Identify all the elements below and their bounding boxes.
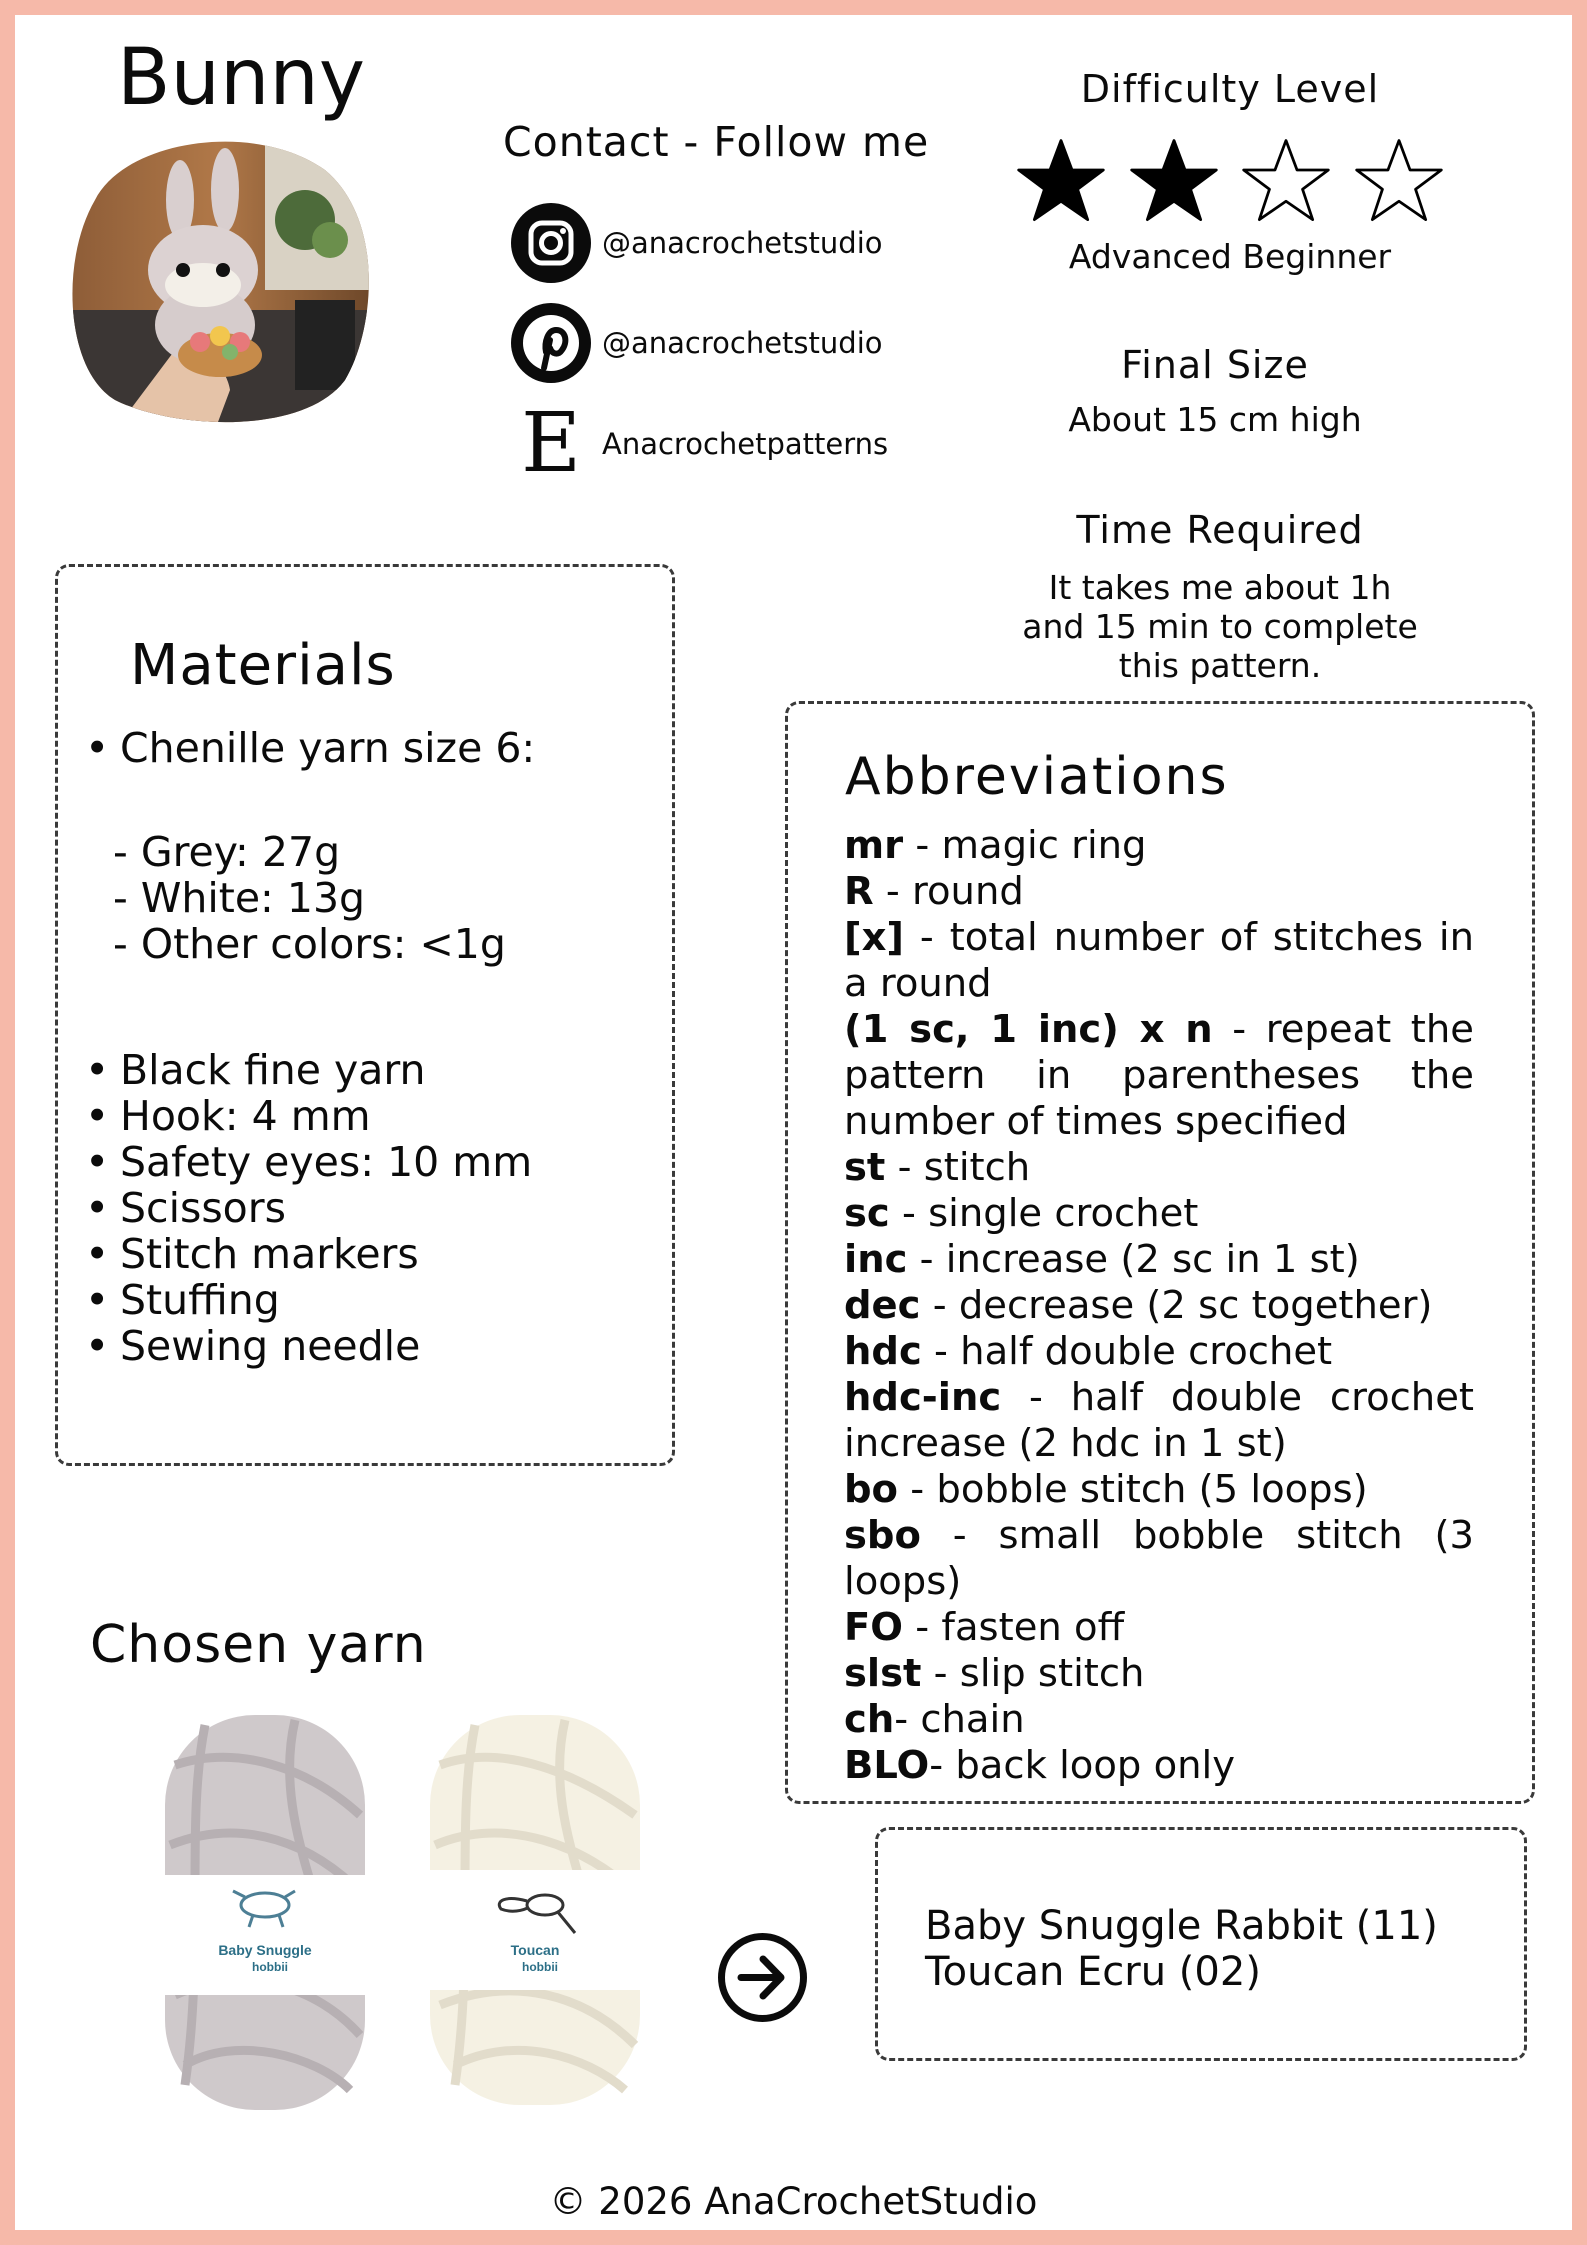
materials-item: • Scissors — [85, 1185, 535, 1231]
difficulty-label: Advanced Beginner — [1068, 237, 1392, 276]
page-title: Bunny — [117, 33, 365, 123]
copyright-footer: © 2026 AnaCrochetStudio — [549, 2180, 1038, 2223]
abbr-desc: - fasten off — [903, 1605, 1125, 1650]
time-required-text — [1005, 568, 1435, 685]
abbreviation-item — [844, 1651, 1474, 1697]
abbr-term: R — [844, 869, 874, 914]
time-line: this pattern. — [1118, 646, 1322, 685]
materials-item: • Sewing needle — [85, 1323, 535, 1369]
pattern-page — [15, 15, 1572, 2230]
yarn-label: Baby Snuggle — [218, 1942, 312, 1958]
abbreviation-item — [844, 1467, 1474, 1513]
etsy-handle: Anacrochetpatterns — [602, 427, 889, 461]
abbreviation-item — [844, 1513, 1474, 1605]
yarn-skeins-image — [145, 1705, 665, 2119]
abbr-desc: - back loop only — [929, 1743, 1236, 1788]
abbr-desc: - half double crochet — [921, 1329, 1333, 1374]
abbr-term: BLO — [844, 1743, 930, 1788]
abbr-desc: - total number of stitches in a round — [844, 915, 1474, 1006]
abbr-term: dec — [844, 1283, 921, 1328]
yarn-result-line: Toucan Ecru (02) — [925, 1949, 1261, 1995]
abbr-desc: - magic ring — [903, 823, 1147, 868]
difficulty-stars — [1015, 135, 1445, 227]
instagram-icon — [510, 202, 592, 284]
abbr-term: hdc-inc — [844, 1375, 1002, 1420]
abbr-term: sbo — [844, 1513, 921, 1558]
abbr-desc: - single crochet — [889, 1191, 1199, 1236]
white-skein — [427, 1715, 643, 2105]
abbreviation-item — [844, 915, 1474, 1007]
abbr-desc: - slip stitch — [921, 1651, 1145, 1696]
star-filled-icon — [1128, 135, 1220, 227]
materials-subitem: - Grey: 27g — [113, 828, 341, 876]
star-empty-icon — [1353, 135, 1445, 227]
abbr-term: sc — [844, 1191, 890, 1236]
bunny-photo — [55, 130, 380, 430]
materials-item: • Black fine yarn — [85, 1047, 535, 1093]
star-filled-icon — [1015, 135, 1107, 227]
abbreviation-item — [844, 869, 1474, 915]
time-required-title: Time Required — [1076, 508, 1364, 552]
abbr-term: ch — [844, 1697, 895, 1742]
abbreviations-title: Abbreviations — [845, 747, 1229, 807]
materials-list — [85, 725, 535, 1369]
abbreviation-item — [844, 823, 1474, 869]
pinterest-icon — [510, 302, 592, 384]
abbr-desc: - stitch — [885, 1145, 1031, 1190]
difficulty-title: Difficulty Level — [1080, 67, 1380, 111]
grey-skein — [161, 1715, 369, 2110]
final-size-value: About 15 cm high — [1068, 400, 1362, 439]
materials-item: • Stuffing — [85, 1277, 535, 1323]
final-size-title: Final Size — [1121, 343, 1309, 387]
abbr-term: FO — [844, 1605, 904, 1650]
abbreviation-item — [844, 1743, 1474, 1789]
arrow-right-circle-icon — [715, 1930, 810, 2025]
chosen-yarn-result — [925, 1903, 1438, 1995]
abbr-term: bo — [844, 1467, 899, 1512]
time-line: and 15 min to complete — [1022, 607, 1418, 646]
abbr-term: [x] — [844, 915, 905, 960]
abbr-desc: - repeat the pattern in parentheses the number of times specified — [844, 1007, 1474, 1144]
abbreviation-item — [844, 1375, 1474, 1467]
yarn-brand: hobbii — [252, 1960, 288, 1974]
instagram-contact[interactable] — [510, 198, 883, 288]
etsy-contact[interactable] — [510, 396, 889, 491]
yarn-brand: hobbii — [522, 1960, 558, 1974]
yarn-label: Toucan — [510, 1942, 560, 1958]
abbreviation-item — [844, 1145, 1474, 1191]
abbreviation-item — [844, 1329, 1474, 1375]
abbreviation-item — [844, 1697, 1474, 1743]
abbr-term: (1 sc, 1 inc) x n — [844, 1007, 1213, 1052]
materials-subitem: - White: 13g — [113, 874, 366, 922]
abbr-desc: - increase (2 sc in 1 st) — [907, 1237, 1360, 1282]
abbr-term: inc — [844, 1237, 908, 1282]
etsy-icon: E — [521, 396, 581, 491]
abbreviation-item — [844, 1191, 1474, 1237]
abbreviations-list — [844, 823, 1474, 1789]
abbreviation-item — [844, 1237, 1474, 1283]
yarn-result-line: Baby Snuggle Rabbit (11) — [925, 1903, 1438, 1949]
abbreviation-item — [844, 1605, 1474, 1651]
abbr-desc: - bobble stitch (5 loops) — [898, 1467, 1368, 1512]
materials-item: • Hook: 4 mm — [85, 1093, 535, 1139]
abbr-desc: - round — [873, 869, 1024, 914]
abbr-term: slst — [844, 1651, 922, 1696]
materials-item: • Safety eyes: 10 mm — [85, 1139, 535, 1185]
time-line: It takes me about 1h — [1048, 568, 1392, 607]
abbreviation-item — [844, 1283, 1474, 1329]
contact-title: Contact - Follow me — [503, 118, 930, 166]
abbr-term: st — [844, 1145, 886, 1190]
instagram-handle: @anacrochetstudio — [602, 226, 883, 260]
pinterest-contact[interactable] — [510, 298, 883, 388]
abbr-desc: - small bobble stitch (3 loops) — [844, 1513, 1474, 1604]
materials-title: Materials — [130, 633, 396, 698]
pinterest-handle: @anacrochetstudio — [602, 326, 883, 360]
abbr-desc: - half double crochet increase (2 hdc in 1 st) — [844, 1375, 1474, 1466]
materials-item: • Stitch markers — [85, 1231, 535, 1277]
abbr-desc: - decrease (2 sc together) — [920, 1283, 1433, 1328]
abbr-term: hdc — [844, 1329, 922, 1374]
abbr-desc: - chain — [894, 1697, 1025, 1742]
star-empty-icon — [1240, 135, 1332, 227]
materials-subitem: - Other colors: <1g — [113, 920, 506, 968]
abbreviation-item — [844, 1007, 1474, 1145]
materials-item: • Chenille yarn size 6: — [85, 725, 535, 771]
chosen-yarn-title: Chosen yarn — [90, 1615, 427, 1675]
abbr-term: mr — [844, 823, 904, 868]
